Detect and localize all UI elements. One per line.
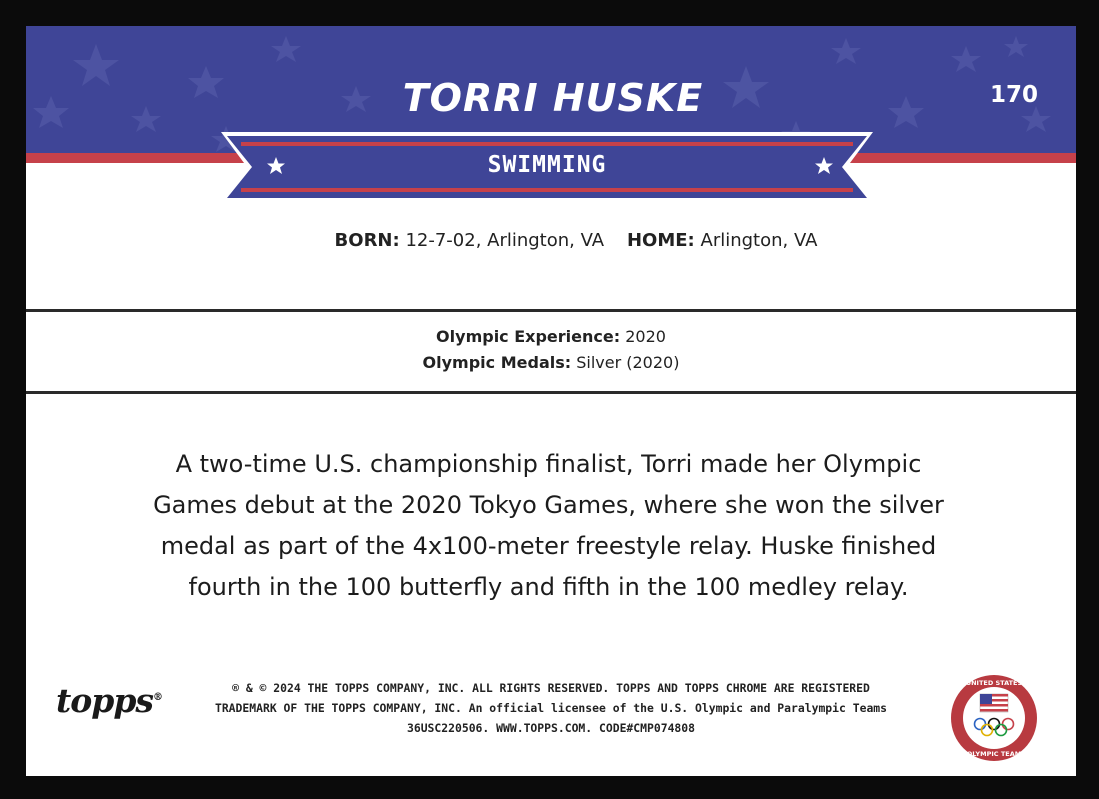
born-value: 12-7-02, Arlington, VA — [405, 230, 605, 251]
description-line: medal as part of the 4x100-meter freestyle relay. Huske finished — [160, 532, 937, 560]
svg-text:OLYMPIC TEAM: OLYMPIC TEAM — [966, 750, 1022, 758]
olympic-medals-value: Silver (2020) — [576, 353, 680, 372]
home-label: HOME: — [626, 230, 695, 251]
topps-logo: topps® — [56, 681, 162, 720]
olympic-stats — [26, 324, 1076, 376]
born-label: BORN: — [334, 230, 400, 251]
svg-text:UNITED STATES: UNITED STATES — [965, 679, 1023, 687]
legal-line: 36USC220506. WWW.TOPPS.COM. CODE#CMP074808 — [406, 721, 696, 735]
olympic-team-seal-icon — [950, 674, 1038, 762]
card-number: 170 — [989, 82, 1038, 108]
bio-line — [51, 230, 1076, 251]
olympic-experience-value: 2020 — [625, 327, 666, 346]
logo-text: topps — [56, 681, 153, 720]
description-line: A two-time U.S. championship finalist, Torri made her Olympic — [175, 450, 922, 478]
player-name: TORRI HUSKE — [402, 76, 704, 120]
trading-card-back — [26, 26, 1076, 776]
bio-description — [86, 444, 1011, 608]
olympic-medals-label: Olympic Medals: — [422, 353, 572, 372]
divider — [26, 391, 1076, 394]
olympic-experience-label: Olympic Experience: — [436, 327, 621, 346]
description-line: fourth in the 100 butterfly and fifth in the 100 medley relay. — [188, 573, 909, 601]
legal-text — [206, 678, 896, 738]
home-value: Arlington, VA — [700, 230, 818, 251]
description-line: Games debut at the 2020 Tokyo Games, where she won the silver — [153, 491, 944, 519]
divider — [26, 309, 1076, 312]
legal-line: TRADEMARK OF THE TOPPS COMPANY, INC. An official licensee of the U.S. Olympic and Paralympic Teams — [214, 701, 888, 715]
legal-line: ® & © 2024 THE TOPPS COMPANY, INC. ALL RIGHTS RESERVED. TOPPS AND TOPPS CHROME ARE REGISTERED — [232, 681, 870, 695]
sport-label: SWIMMING — [487, 152, 607, 178]
